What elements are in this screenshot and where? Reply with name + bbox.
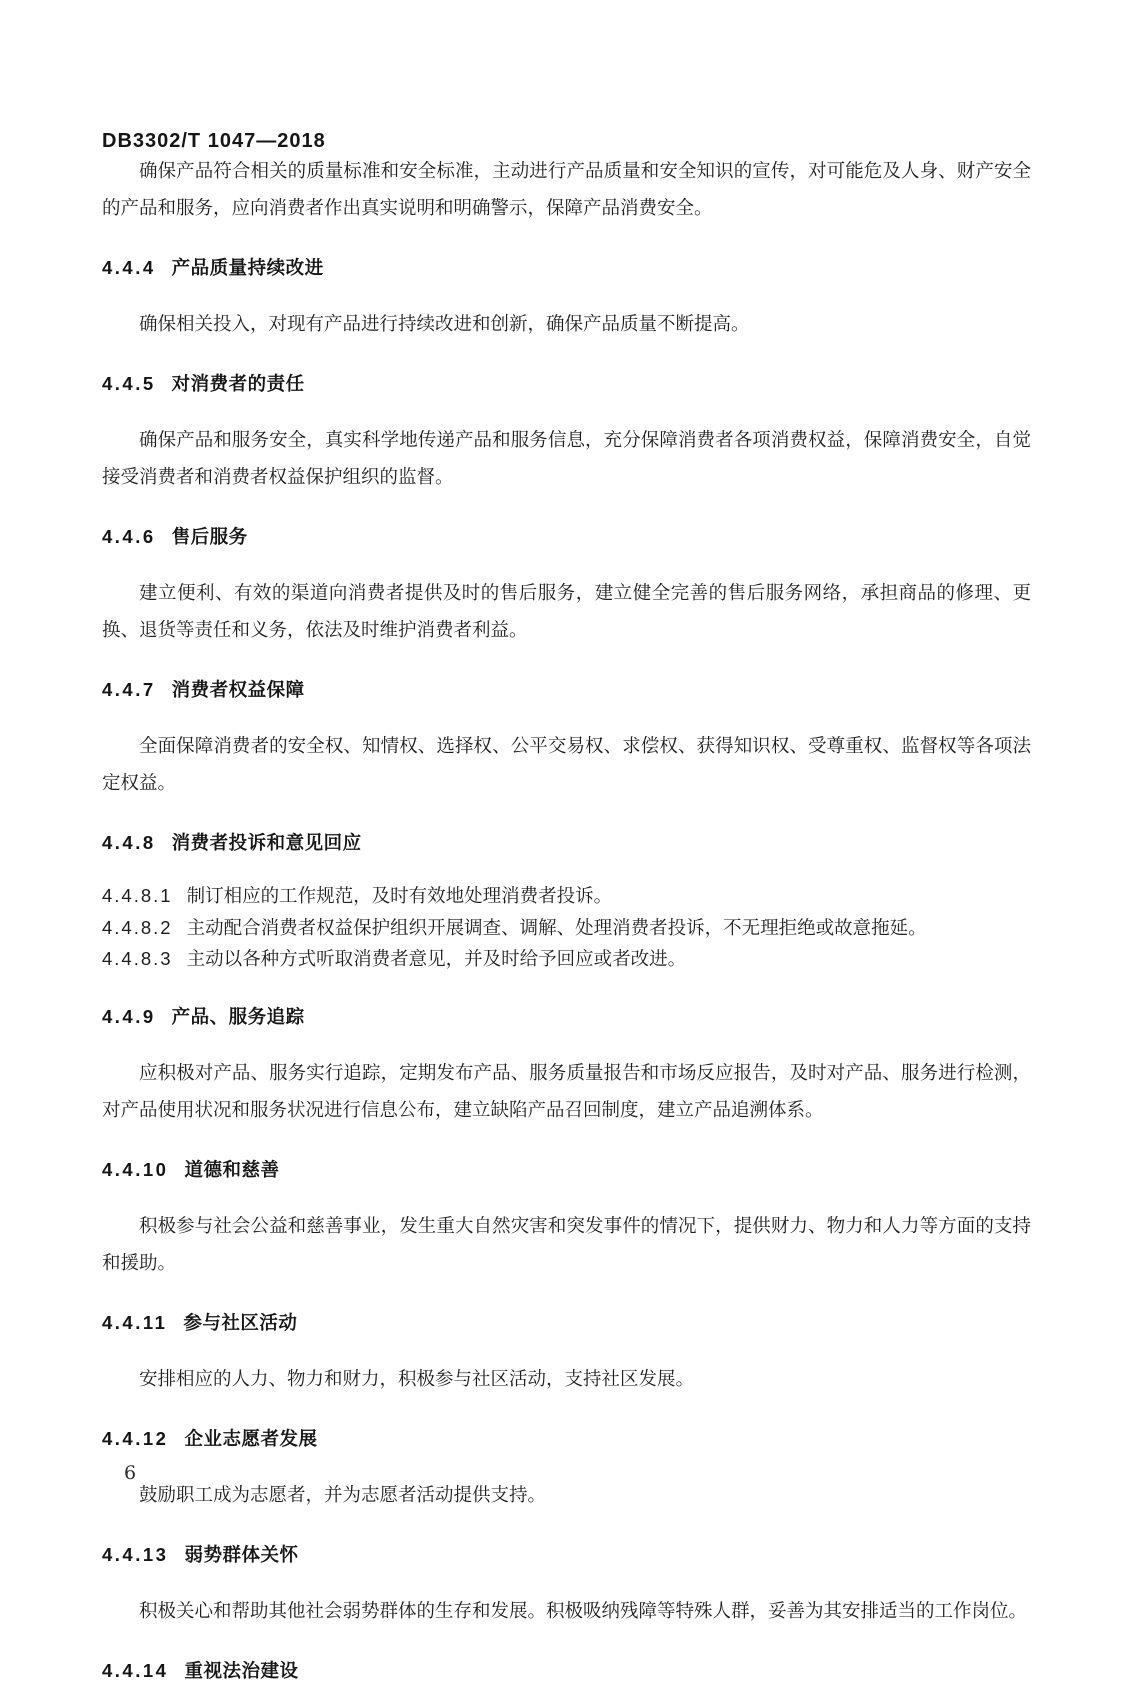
section-paragraph: 全面保障消费者的安全权、知情权、选择权、公平交易权、求偿权、获得知识权、受尊重权、监督权等各项法定权益。: [102, 736, 1031, 794]
document-code-header: DB3302/T 1047—2018: [102, 130, 326, 152]
section-paragraph: 确保相关投入，对现有产品进行持续改进和创新，确保产品质量不断提高。: [139, 314, 750, 335]
section-title: 重视法治建设: [184, 1659, 299, 1681]
section-number: 4.4.4: [102, 257, 156, 278]
section-4-4-13: [102, 1543, 1031, 1630]
section-number: 4.4.12: [102, 1427, 169, 1449]
section-paragraph: 建立便利、有效的渠道向消费者提供及时的售后服务，建立健全完善的售后服务网络，承担商品的修理、更换、退货等责任和义务，依法及时维护消费者利益。: [102, 583, 1031, 641]
section-title: 弱势群体关怀: [184, 1543, 299, 1565]
clause-text: 主动以各种方式听取消费者意见，并及时给予回应或者改进。: [186, 949, 687, 970]
section-number: 4.4.6: [102, 526, 156, 547]
section-title: 企业志愿者发展: [184, 1427, 318, 1449]
section-paragraph: 积极关心和帮助其他社会弱势群体的生存和发展。积极吸纳残障等特殊人群，妥善为其安排适当的工作岗位。: [139, 1600, 1028, 1622]
section-heading: [102, 1543, 1031, 1568]
section-paragraph: 应积极对产品、服务实行追踪，定期发布产品、服务质量报告和市场反应报告，及时对产品、服务进行检测，对产品使用状况和服务状况进行信息公布，建立缺陷产品召回制度，建立产品追溯体系。: [102, 1062, 1031, 1121]
section-heading: [102, 1158, 1031, 1183]
section-number: 4.4.7: [102, 679, 156, 700]
section-heading: [102, 256, 1031, 281]
section-title: 产品质量持续改进: [171, 257, 324, 278]
section-number: 4.4.8: [102, 832, 156, 853]
section-paragraph: 确保产品和服务安全，真实科学地传递产品和服务信息，充分保障消费者各项消费权益，保障消费安全，自觉接受消费者和消费者权益保护组织的监督。: [102, 430, 1031, 488]
section-title: 消费者投诉和意见回应: [171, 832, 362, 853]
section-heading: [102, 1005, 1031, 1030]
section-4-4-6: [102, 525, 1031, 649]
clause-text: 制订相应的工作规范，及时有效地处理消费者投诉。: [186, 886, 613, 907]
clause-4-4-8-3: [102, 944, 1031, 976]
section-number: 4.4.13: [102, 1543, 169, 1565]
section-heading: [102, 1311, 1031, 1336]
section-4-4-7: [102, 678, 1031, 802]
clause-number: 4.4.8.1: [102, 885, 173, 906]
section-number: 4.4.5: [102, 373, 156, 394]
section-heading: [102, 1659, 1031, 1684]
section-title: 道德和慈善: [184, 1158, 280, 1180]
intro-paragraph: 确保产品符合相关的质量标准和安全标准，主动进行产品质量和安全知识的宣传，对可能危及人身、财产安全的产品和服务，应向消费者作出真实说明和明确警示，保障产品消费安全。: [102, 161, 1031, 219]
section-number: 4.4.10: [102, 1158, 169, 1180]
section-title: 产品、服务追踪: [171, 1005, 305, 1027]
section-number: 4.4.14: [102, 1659, 169, 1681]
clause-4-4-8-2: [102, 913, 1031, 945]
section-paragraph: 积极参与社会公益和慈善事业，发生重大自然灾害和突发事件的情况下，提供财力、物力和人力等方面的支持和援助。: [102, 1215, 1031, 1274]
section-heading: [102, 372, 1031, 397]
section-number: 4.4.9: [102, 1005, 156, 1027]
section-title: 售后服务: [171, 526, 248, 547]
section-4-4-9: [102, 1005, 1031, 1129]
section-4-4-12: [102, 1427, 1031, 1514]
clause-number: 4.4.8.3: [102, 948, 173, 969]
clause-number: 4.4.8.2: [102, 916, 173, 938]
section-heading: [102, 1427, 1031, 1452]
section-4-4-8: [102, 831, 1031, 976]
section-4-4-4: [102, 256, 1031, 343]
clause-text: 主动配合消费者权益保护组织开展调查、调解、处理消费者投诉，不无理拒绝或故意拖延。: [186, 917, 927, 939]
section-number: 4.4.11: [102, 1311, 168, 1333]
clause-4-4-8-1: [102, 881, 1031, 913]
page-number: 6: [124, 1462, 137, 1484]
section-paragraph: 安排相应的人力、物力和财力，积极参与社区活动，支持社区发展。: [139, 1368, 695, 1390]
clause-list: [102, 881, 1031, 976]
section-4-4-11: [102, 1311, 1031, 1398]
section-title: 参与社区活动: [183, 1311, 298, 1333]
section-heading: [102, 831, 1031, 856]
section-4-4-14: [102, 1659, 1031, 1684]
section-paragraph: 鼓励职工成为志愿者，并为志愿者活动提供支持。: [139, 1484, 547, 1506]
section-heading: [102, 525, 1031, 550]
section-4-4-5: [102, 372, 1031, 496]
section-heading: [102, 678, 1031, 703]
section-title: 对消费者的责任: [171, 373, 305, 394]
section-4-4-10: [102, 1158, 1031, 1282]
section-title: 消费者权益保障: [171, 679, 305, 700]
